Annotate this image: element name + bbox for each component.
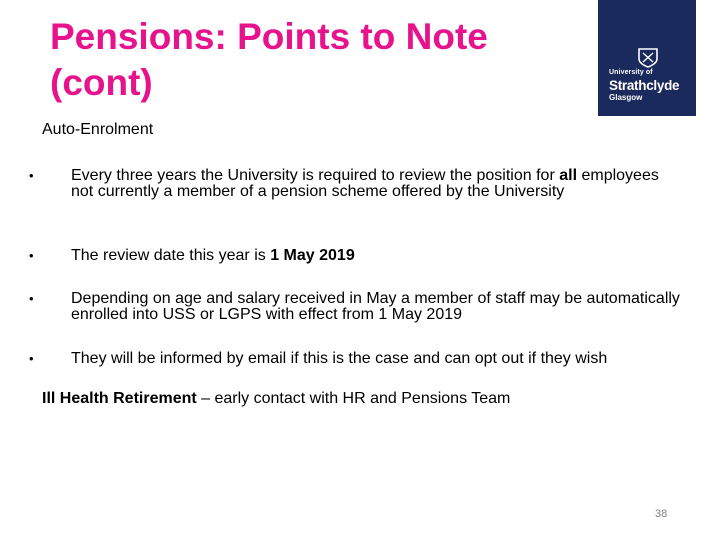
- ill-health-line: [42, 390, 510, 408]
- title-line-2: (cont): [50, 62, 153, 103]
- university-logo: [598, 0, 696, 116]
- ill-health-heading: Ill Health Retirement: [42, 390, 197, 407]
- title-line-1: Pensions: Points to Note: [50, 16, 488, 57]
- logo-university-of: University of: [609, 69, 653, 76]
- bullet-icon: •: [29, 168, 34, 183]
- bullet-icon: •: [29, 248, 34, 263]
- bullet-text: They will be informed by email if this is the case and can opt out if they wish: [71, 350, 608, 367]
- bullet-icon: •: [29, 291, 34, 306]
- logo-glasgow: Glasgow: [609, 93, 643, 102]
- page-number: 38: [655, 508, 668, 520]
- ill-health-text: – early contact with HR and Pensions Team: [196, 390, 511, 407]
- auto-enrolment-heading: Auto-Enrolment: [42, 121, 154, 138]
- review-date: 1 May 2019: [270, 247, 355, 264]
- slide-title: [50, 14, 570, 106]
- bullet-text: Depending on age and salary received in May a member of staff may be automatically enrolled into USS or LGPS with effect from 1 May 2019: [71, 290, 680, 323]
- bold-all: all: [559, 167, 578, 184]
- crest-icon: [638, 48, 658, 68]
- bullet-text: The review date this year is 1 May 2019: [71, 247, 355, 264]
- bullet-icon: •: [29, 351, 34, 366]
- logo-strathclyde: Strathclyde: [609, 78, 680, 93]
- bullet-text: Every three years the University is required to review the position for all employees not currently a member of a pension scheme offered by the University: [71, 167, 659, 200]
